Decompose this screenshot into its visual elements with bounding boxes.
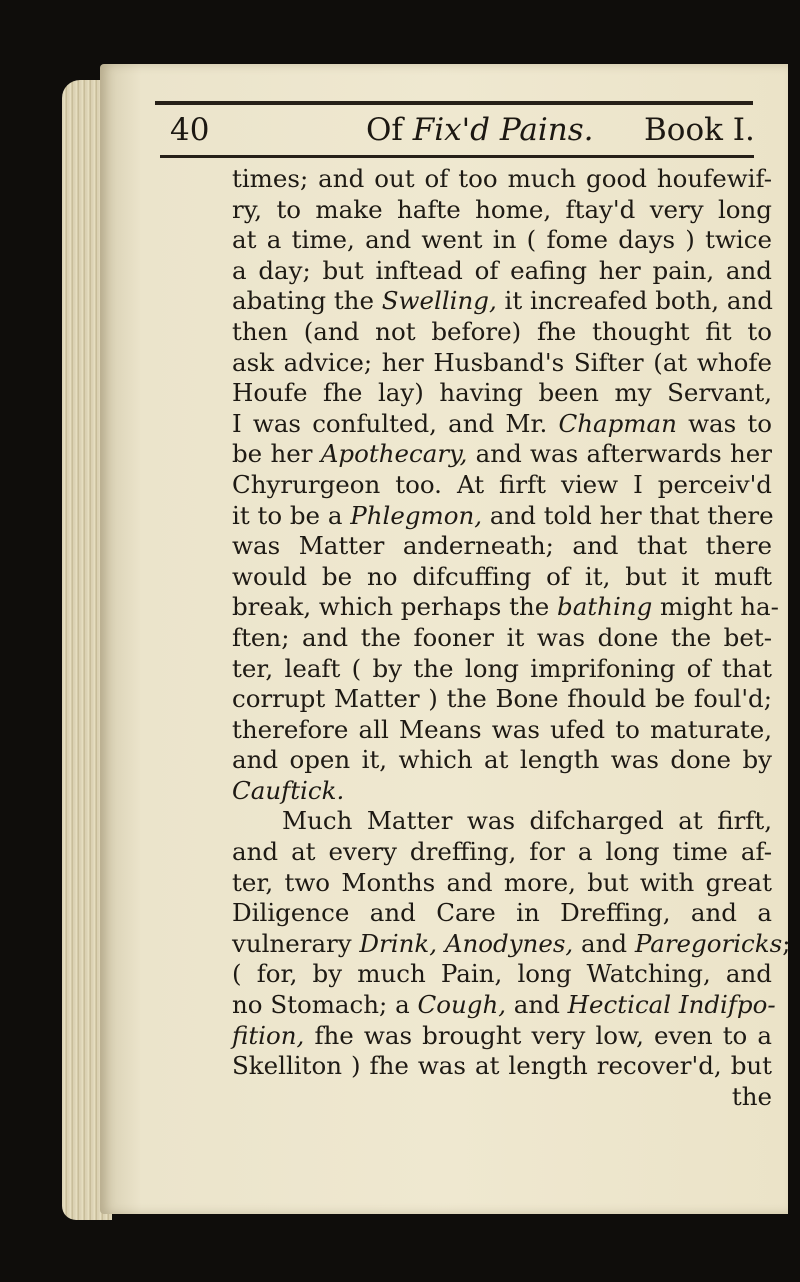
text-run: break, which perhaps the [232,592,558,622]
text-line: corrupt Matter ) the Bone fhould be foul'd; [232,684,772,714]
text-line [232,592,779,623]
running-title [366,112,593,148]
text-run [437,929,445,958]
text-run: fhe was brought very low, even to a [304,1020,772,1050]
italic-run: fition, [232,1020,305,1050]
text-line: ter, two Months and more, but with great [232,867,772,897]
text-line: ( for, by much Pain, long Watching, and [232,959,772,989]
text-line: Much Matter was difcharged at firft, [282,806,772,836]
text-line: at a time, and went in ( fome days ) twice [232,225,772,255]
text-run: it to be a [232,500,351,530]
text-run: might ha- [652,592,779,622]
italic-run: Apothecary, [320,439,468,469]
body-text [232,164,791,1112]
text-run: it increafed both, and [496,286,773,316]
text-run: ; [782,928,791,958]
running-title-prefix: Of [366,112,403,148]
text-line: a day; but inftead of eafing her pain, and [232,255,772,285]
text-run: and was afterwards her [467,439,773,469]
italic-run: Swelling, [381,286,497,316]
text-run: and [506,990,568,1020]
text-line [232,1021,772,1052]
header-rule-bottom [160,155,754,158]
running-title-italic: Fix'd Pains. [412,112,594,148]
text-line [232,286,772,317]
text-run: was to [676,408,772,438]
text-line: times; and out of too much good houfewif- [232,164,772,193]
text-line [232,409,772,440]
italic-run: Hectical Indifpo- [567,990,776,1020]
italic-run: Cough, [417,990,507,1020]
text-line [232,990,776,1021]
text-line: and at every dreffing, for a long time af- [232,837,772,867]
text-line [232,928,791,960]
text-run: abating the [232,286,382,316]
italic-run: Chapman [558,408,677,438]
text-run: and told her that there [482,500,774,530]
text-line: Skelliton ) fhe was at length recover'd, but [232,1051,772,1081]
book-label: Book I. [644,112,755,148]
text-line: ask advice; her Husband's Sifter (at whofe [232,347,772,377]
text-line: therefore all Means was ufed to maturate, [232,714,772,744]
text-line: and open it, which at length was done by [232,745,772,775]
text-line: was Matter anderneath; and that there [232,531,772,561]
italic-run: Phlegmon, [350,500,483,530]
italic-run: Anodynes, [444,928,574,958]
text-run: vulnerary [232,928,360,958]
text-line [232,439,772,470]
text-line: ter, leaft ( by the long imprifoning of that [232,653,772,683]
text-line [232,776,772,807]
text-line: Chyrurgeon too. At firft view I perceiv'd [232,469,772,499]
italic-run: bathing [557,592,653,622]
text-run: be her [232,439,321,469]
italic-run: Cauftick. [232,775,345,805]
text-line: Houfe fhe lay) having been my Servant, [232,378,772,408]
header-rule-top [155,101,753,105]
text-run: I was confulted, and Mr. [232,408,559,438]
text-line: would be no difcuffing of it, but it muft [232,561,772,591]
text-run: no Stomach; a [232,990,418,1020]
text-run: and [573,928,635,958]
running-header [160,106,760,154]
text-line [232,501,772,532]
page-number: 40 [170,112,210,148]
text-line: Diligence and Care in Dreffing, and a [232,898,772,928]
catchword: the [731,1081,772,1111]
text-line: ften; and the fooner it was done the bet- [232,622,772,652]
text-line: then (and not before) fhe thought fit to [232,316,772,346]
text-line: ry, to make hafte home, ftay'd very long [232,194,772,224]
italic-run: Drink, [359,928,438,958]
italic-run: Paregoricks [634,928,783,958]
